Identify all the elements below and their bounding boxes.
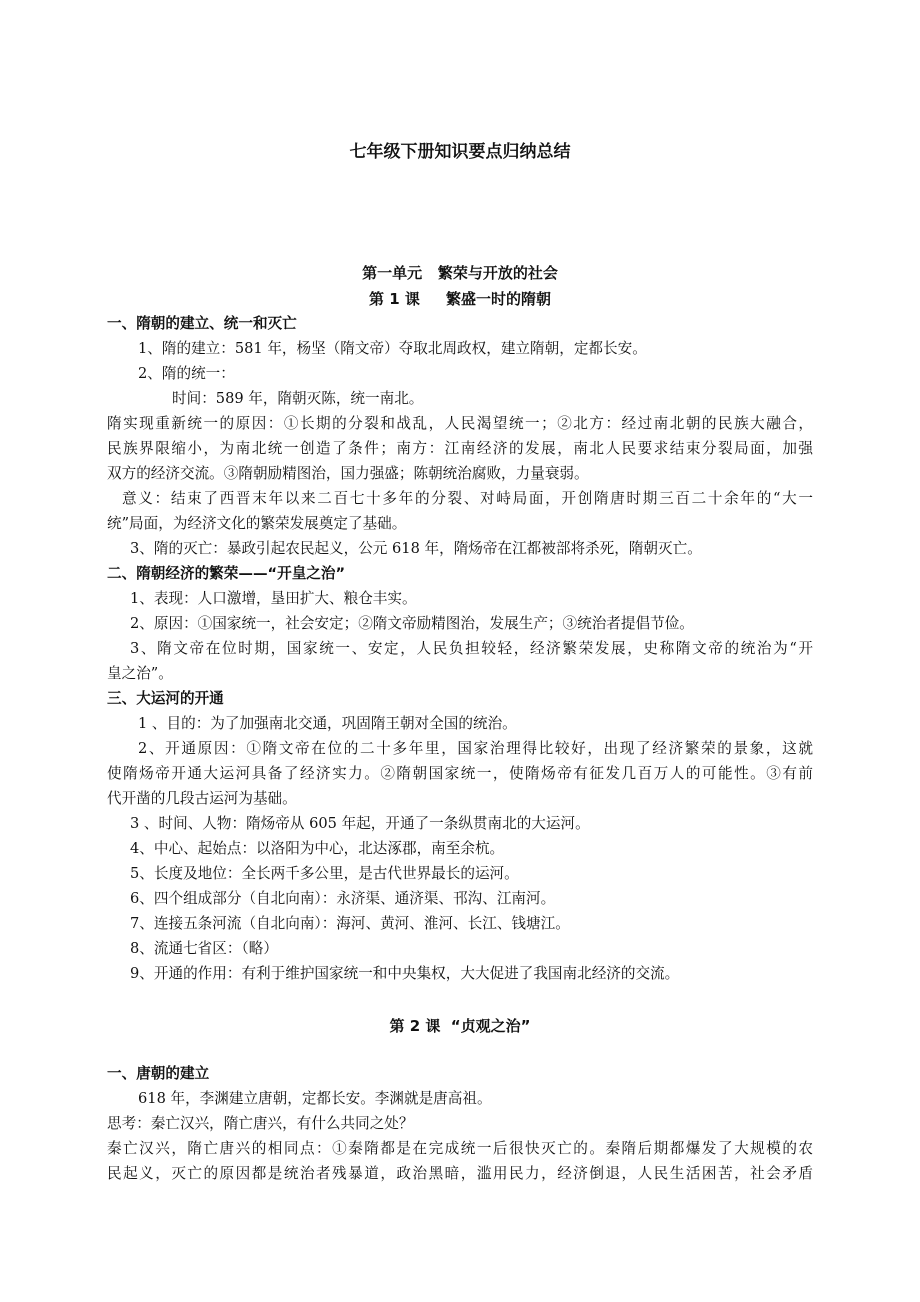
section-heading: 一、隋朝的建立、统一和灭亡 <box>107 315 297 332</box>
lesson-title: 第 1 课 繁盛一时的隋朝 <box>369 290 551 308</box>
paragraph-line: 民起义，灭亡的原因都是统治者残暴道，政治黑暗，滥用民力，经济倒退，人民生活困苦，社会矛盾 <box>107 1165 813 1182</box>
lesson-title: 第 2 课 “贞观之治” <box>389 1017 531 1035</box>
paragraph-line: 代开凿的几段古运河为基础。 <box>107 790 297 807</box>
paragraph-line: 6、四个组成部分（自北向南）：永济渠、通济渠、邗沟、江南河。 <box>130 890 556 907</box>
paragraph-line: 时间：589 年，隋朝灭陈，统一南北。 <box>172 390 424 407</box>
paragraph-line: 3、隋文帝在位时期，国家统一、安定，人民负担较轻，经济繁荣发展，史称隋文帝的统治为“开 <box>130 640 813 657</box>
paragraph-line: 双方的经济交流。③隋朝励精图治，国力强盛；陈朝统治腐败，力量衰弱。 <box>107 465 589 482</box>
paragraph-line: 1、表现：人口激增，垦田扩大、粮仓丰实。 <box>130 590 417 607</box>
paragraph-line: 隋实现重新统一的原因：①长期的分裂和战乱，人民渴望统一；②北方：经过南北朝的民族大融合， <box>107 415 813 432</box>
paragraph-line: 秦亡汉兴，隋亡唐兴的相同点：①秦隋都是在完成统一后很快灭亡的。秦隋后期都爆发了大规模的农 <box>107 1140 813 1157</box>
paragraph-line: 1 、目的：为了加强南北交通，巩固隋王朝对全国的统治。 <box>138 715 517 732</box>
paragraph-line: 1、隋的建立：581 年，杨坚（隋文帝）夺取北周政权，建立隋朝，定都长安。 <box>138 340 647 357</box>
paragraph-line: 2、原因：①国家统一，社会安定；②隋文帝励精图治，发展生产；③统治者提倡节俭。 <box>130 615 694 632</box>
paragraph-line: 3、隋的灭亡：暴政引起农民起义，公元 618 年，隋炀帝在江都被部将杀死，隋朝灭亡。 <box>130 540 702 557</box>
paragraph-line: 4、中心、起始点：以洛阳为中心，北达涿郡，南至余杭。 <box>130 840 505 857</box>
section-heading: 二、隋朝经济的繁荣——“开皇之治” <box>107 565 346 582</box>
paragraph-line: 618 年，李渊建立唐朝，定都长安。李渊就是唐高祖。 <box>138 1090 492 1107</box>
paragraph-line: 2、隋的统一： <box>138 365 235 382</box>
paragraph-line: 7、连接五条河流（自北向南）：海河、黄河、淮河、长江、钱塘江。 <box>130 915 570 932</box>
paragraph-line: 3 、时间、人物：隋炀帝从 605 年起，开通了一条纵贯南北的大运河。 <box>130 815 590 832</box>
section-heading: 一、唐朝的建立 <box>107 1065 210 1082</box>
paragraph-line: 皇之治”。 <box>107 665 173 682</box>
paragraph-line: 2、开通原因：①隋文帝在位的二十多年里，国家治理得比较好，出现了经济繁荣的景象，这就 <box>138 740 813 757</box>
paragraph-line: 统”局面，为经济文化的繁荣发展奠定了基础。 <box>107 515 407 532</box>
unit-title: 第一单元 繁荣与开放的社会 <box>362 264 558 282</box>
paragraph-line: 9、开通的作用：有利于维护国家统一和中央集权，大大促进了我国南北经济的交流。 <box>130 965 680 982</box>
paragraph-line: 使隋炀帝开通大运河具备了经济实力。②隋朝国家统一，使隋炀帝有征发几百万人的可能性。③有前 <box>107 765 813 782</box>
paragraph-line: 民族界限缩小，为南北统一创造了条件；南方：江南经济的发展，南北人民要求结束分裂局面，加强 <box>107 440 813 457</box>
paragraph-line: 意义：结束了西晋末年以来二百七十多年的分裂、对峙局面，开创隋唐时期三百二十余年的“大一 <box>122 490 813 507</box>
document-title: 七年级下册知识要点归纳总结 <box>349 142 571 162</box>
section-heading: 三、大运河的开通 <box>107 690 224 707</box>
paragraph-line: 5、长度及地位：全长两千多公里，是古代世界最长的运河。 <box>130 865 519 882</box>
paragraph-line: 8、流通七省区：（略） <box>130 940 278 957</box>
paragraph-line: 思考：秦亡汉兴，隋亡唐兴，有什么共同之处？ <box>107 1115 414 1132</box>
